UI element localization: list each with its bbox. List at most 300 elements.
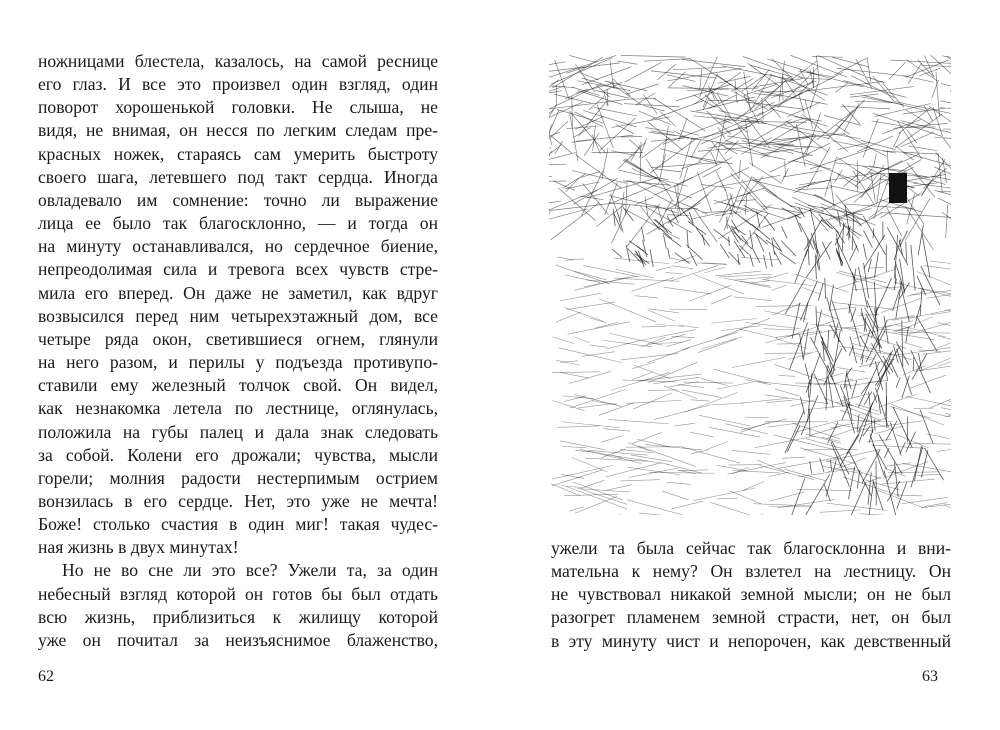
sketch-stroke [889,63,905,80]
sketch-stroke [668,248,670,258]
sketch-stroke [648,390,678,391]
sketch-stroke [830,460,831,470]
sketch-stroke [583,184,609,215]
sketch-stroke [595,90,629,98]
sketch-stroke [569,371,611,383]
sketch-stroke [900,442,906,454]
sketch-stroke [725,189,732,216]
sketch-stroke [606,463,662,477]
sketch-stroke [745,196,746,214]
sketch-stroke [601,449,625,458]
sketch-stroke [755,78,789,110]
sketch-stroke [694,274,744,294]
sketch-stroke [567,322,629,334]
sketch-stroke [717,94,731,118]
sketch-stroke [623,207,633,221]
text-line: поворот хорошенькой головки. Не слыша, не [38,97,438,118]
sketch-stroke [650,249,653,267]
sketch-stroke [560,293,601,300]
sketch-stroke [896,377,900,387]
text-line: небесный взгляд которой он готов бы был отдать [38,583,438,604]
sketch-stroke [552,337,574,344]
sketch-stroke [612,249,622,258]
sketch-stroke [552,401,584,411]
sketch-stroke [838,142,871,149]
sketch-stroke [612,205,630,243]
sketch-stroke [716,171,725,190]
sketch-stroke [549,151,552,170]
sketch-stroke [704,267,725,273]
sketch-stroke [626,84,658,94]
sketch-stroke [898,332,951,333]
sketch-stroke [668,68,742,81]
sketch-stroke [871,173,875,201]
sketch-stroke [575,155,621,189]
sketch-stroke [557,109,603,123]
sketch-stroke [902,497,948,503]
sketch-stroke [647,348,689,363]
sketch-stroke [930,261,951,265]
sketch-stroke [943,138,951,156]
sketch-stroke [943,56,951,66]
sketch-stroke [900,281,909,322]
sketch-stroke [689,251,697,266]
sketch-stroke [875,278,892,316]
sketch-stroke [906,242,907,262]
sketch-stroke [620,450,653,453]
sketch-stroke [590,345,607,347]
sketch-stroke [772,303,801,315]
sketch-stroke [884,448,889,458]
sketch-stroke [806,474,830,515]
text-line: за собой. Колени его дрожали; чувства, мысли [38,444,438,465]
sketch-stroke [649,472,714,473]
text-line: на минуту останавливался, но сердечное биение, [38,236,438,257]
text-line: на него разом, и перилы у подъезда противупо- [38,352,438,373]
sketch-stroke [556,312,582,322]
sketch-stroke [745,322,801,328]
sketch-stroke [850,336,857,363]
sketch-stroke [701,378,728,385]
sketch-stroke [741,257,778,259]
sketch-stroke [849,268,856,313]
sketch-stroke [815,256,816,280]
sketch-stroke [590,318,607,323]
sketch-stroke [857,414,859,432]
text-line: мила его вперед. Он даже не заметил, как вдруг [38,282,438,303]
sketch-stroke [728,465,761,466]
sketch-stroke [678,118,687,141]
sketch-stroke [748,63,779,86]
text-line: горели; молния радости нестерпимым острием [38,467,438,488]
sketch-stroke [706,111,731,134]
sketch-stroke [750,254,754,267]
sketch-stroke [583,265,641,277]
sketch-stroke [863,216,885,255]
sketch-stroke [626,98,655,99]
sketch-stroke [617,61,638,64]
sketch-stroke [887,227,908,265]
sketch-stroke [574,271,606,280]
sketch-stroke [842,222,844,251]
sketch-stroke [904,342,923,348]
sketch-stroke [948,401,951,412]
sketch-stroke [599,299,656,322]
sketch-stroke [643,105,665,111]
sketch-stroke [557,426,599,428]
sketch-stroke [552,466,613,480]
sketch-stroke [549,145,561,174]
sketch-stroke [628,467,680,474]
sketch-stroke [934,167,951,184]
sketch-stroke [866,320,887,362]
sketch-stroke [739,160,741,179]
sketch-stroke [864,392,872,405]
sketch-stroke [632,362,655,369]
sketch-stroke [781,241,796,256]
sketch-stroke [944,505,951,515]
sketch-stroke [848,304,860,347]
sketch-stroke [675,423,696,426]
sketch-stroke [575,116,604,129]
sketch-stroke [808,382,809,398]
sketch-stroke [701,337,742,350]
sketch-stroke [580,449,622,459]
sketch-stroke [637,374,702,381]
illustration-sketch [549,55,951,515]
sketch-stroke [682,390,721,397]
sketch-stroke [713,369,766,383]
sketch-stroke [832,57,868,66]
text-line: его глаз. И все это произвел один взгляд, один [38,74,438,95]
sketch-stroke [549,121,568,151]
sketch-stroke [818,214,830,228]
sketch-stroke [731,78,753,91]
sketch-stroke [777,499,834,507]
sketch-stroke [549,153,576,164]
sketch-stroke [875,308,881,354]
sketch-stroke [945,413,951,426]
sketch-stroke [938,198,951,210]
sketch-stroke [837,68,909,76]
sketch-stroke [887,208,902,237]
sketch-stroke [557,257,574,260]
sketch-stroke [616,124,634,133]
sketch-stroke [795,215,802,232]
sketch-stroke [750,230,753,247]
sketch-stroke [673,67,726,70]
sketch-stroke [809,210,828,231]
sketch-stroke [561,486,581,488]
sketch-stroke [875,426,903,434]
sketch-stroke [600,118,635,150]
sketch-stroke [839,271,886,283]
text-line: ужели та была сейчас так благосклонна и вни- [551,538,951,558]
text-line: в эту минуту чист и непорочен, как девственный [551,630,951,651]
sketch-stroke [905,198,930,241]
sketch-stroke [675,253,690,264]
sketch-stroke [756,234,764,251]
sketch-stroke [796,124,805,167]
sketch-stroke [908,308,951,318]
sketch-stroke [586,280,634,284]
sketch-stroke [752,224,770,239]
page-number-left: 62 [38,668,54,685]
sketch-stroke [732,357,785,367]
sketch-stroke [771,285,786,290]
sketch-stroke [910,375,946,388]
text-line: ставили ему железный толчок свой. Он видел, [38,375,438,396]
text-line: Боже! столько счастия в один миг! такая чудес- [38,514,438,535]
sketch-stroke [753,177,777,196]
sketch-stroke [896,495,922,496]
sketch-stroke [754,232,768,244]
sketch-stroke [852,381,857,398]
sketch-stroke [672,266,693,269]
sketch-stroke [733,231,752,249]
sketch-stroke [806,353,820,392]
sketch-stroke [686,245,702,260]
sketch-stroke [756,305,813,306]
sketch-stroke [665,273,682,274]
sketch-stroke [664,386,697,399]
sketch-stroke [935,137,951,140]
sketch-stroke [667,464,702,473]
sketch-stroke [856,356,872,360]
sketch-stroke [635,296,658,298]
sketch-stroke [651,100,704,119]
text-line: четыре ряда окон, светившиеся огнем, глянули [38,328,438,349]
sketch-stroke [716,318,770,338]
sketch-stroke [662,491,688,500]
sketch-stroke [858,267,867,308]
sketch-stroke [864,235,885,269]
sketch-stroke [766,400,792,402]
sketch-stroke [906,443,951,444]
sketch-stroke [785,279,805,314]
sketch-stroke [764,311,807,320]
sketch-stroke [778,457,839,468]
text-line: положила на губы палец и дала знак следовать [38,421,438,442]
sketch-stroke [883,84,904,108]
sketch-stroke [572,457,607,472]
text-line: всю жизнь, приблизиться к жилищу которой [38,606,438,627]
sketch-stroke [835,83,848,93]
sketch-stroke [595,322,618,328]
sketch-stroke [741,419,787,430]
sketch-stroke [902,321,903,368]
sketch-stroke [572,96,573,127]
sketch-stroke [790,479,805,515]
sketch-stroke [913,183,951,189]
sketch-stroke [879,395,915,407]
sketch-stroke [646,207,692,233]
sketch-stroke [824,115,861,125]
sketch-stroke [741,398,788,403]
sketch-stroke [905,60,948,78]
sketch-stroke [691,140,701,158]
sketch-stroke [785,161,786,176]
sketch-stroke [803,287,821,294]
sketch-stroke [809,408,810,436]
sketch-stroke [931,55,951,75]
sketch-stroke [552,372,600,373]
sketch-stroke [899,108,931,134]
text-line: красных ножек, стараясь сам умерить быстроту [38,143,438,164]
sketch-stroke [863,244,866,260]
left-page-text [38,50,438,652]
sketch-stroke [911,245,915,291]
sketch-stroke [861,97,903,105]
sketch-stroke [595,452,620,457]
sketch-stroke [762,214,800,228]
sketch-stroke [827,503,887,510]
sketch-stroke [711,318,757,323]
sketch-stroke [869,354,876,367]
sketch-stroke [850,245,858,260]
sketch-stroke [623,380,676,382]
sketch-stroke [721,326,760,331]
sketch-stroke [919,68,940,76]
sketch-stroke [621,55,686,57]
sketch-stroke [562,446,586,447]
sketch-stroke [808,405,852,410]
sketch-stroke [560,372,589,377]
sketch-stroke [700,69,702,90]
sketch-stroke [690,167,749,195]
sketch-stroke [735,80,737,103]
sketch-stroke [861,165,885,198]
sketch-stroke [795,249,808,283]
sketch-stroke [555,141,563,154]
sketch-stroke [816,306,817,326]
sketch-stroke [920,288,922,316]
sketch-stroke [765,273,788,280]
sketch-stroke [563,396,594,399]
sketch-stroke [732,211,751,226]
sketch-stroke [793,161,831,169]
sketch-stroke [782,457,805,458]
sketch-stroke [921,503,951,507]
sketch-stroke [831,442,850,487]
text-line: непреодолимая сила и тревога всех чувств стре- [38,259,438,280]
sketch-stroke [883,151,939,154]
sketch-stroke [575,337,589,342]
sketch-stroke [663,235,666,249]
sketch-stroke [891,404,944,425]
sketch-stroke [638,446,696,467]
sketch-stroke [800,281,817,320]
sketch-stroke [751,281,770,283]
sketch-stroke [717,498,738,499]
sketch-stroke [876,490,923,508]
sketch-stroke [717,465,747,470]
sketch-stroke [867,439,891,441]
sketch-stroke [913,357,914,371]
sketch-stroke [698,172,712,211]
text-line: разогрет пламенем земной страсти, нет, он был [551,607,951,628]
sketch-stroke [847,430,861,454]
sketch-stroke [861,140,895,149]
sketch-stroke [918,225,923,255]
right-page [500,0,1000,730]
sketch-stroke [576,135,633,141]
sketch-stroke [689,285,731,301]
sketch-stroke [764,255,767,268]
sketch-stroke [644,59,690,62]
sketch-stroke [743,481,765,490]
sketch-stroke [654,98,705,130]
text-line: уже он почитал за неизъяснимое блаженство, [38,629,438,650]
sketch-stroke [702,234,704,245]
sketch-stroke [549,212,551,231]
sketch-stroke [781,226,787,238]
sketch-stroke [893,345,898,363]
sketch-stroke [627,500,683,515]
sketch-stroke [917,474,940,475]
sketch-stroke [937,340,951,348]
sketch-stroke [549,91,562,94]
sketch-stroke [560,441,605,450]
sketch-stroke [682,447,740,463]
sketch-stroke [779,375,795,376]
sketch-stroke [642,326,666,327]
text-line: как незнакомка летела по лестнице, оглянулась, [38,398,438,419]
sketch-stroke [576,64,596,92]
sketch-stroke [601,436,623,442]
sketch-stroke [827,422,838,444]
sketch-stroke [864,230,873,247]
sketch-stroke [849,452,871,496]
sketch-stroke [582,490,627,505]
sketch-stroke [785,469,826,480]
sketch-stroke [580,480,604,488]
sketch-stroke [643,94,657,114]
sketch-stroke [866,314,882,349]
sketch-stroke [734,297,772,301]
sketch-stroke [551,484,580,496]
sketch-stroke [762,279,813,285]
sketch-stroke [597,105,613,148]
sketch-stroke [569,55,596,62]
sketch-stroke [940,101,951,107]
sketch-stroke [576,83,615,93]
text-line: видя, не внимая, он несся по легким следам пре- [38,120,438,141]
sketch-stroke [927,294,951,298]
sketch-stroke [732,450,770,454]
sketch-stroke [637,439,670,447]
text-line: ная жизнь в двух минутах! [38,537,239,558]
sketch-stroke [681,209,694,225]
sketch-stroke [806,241,832,277]
sketch-stroke [875,361,882,390]
sketch-stroke [757,135,815,146]
sketch-stroke [570,114,578,161]
sketch-stroke [550,99,626,108]
sketch-stroke [550,203,599,240]
sketch-stroke [863,119,878,158]
sketch-stroke [788,155,810,162]
text-line: вонзилась в его сердце. Нет, это уже не мечта! [38,490,438,511]
sketch-stroke [690,432,713,436]
sketch-stroke [721,102,775,124]
sketch-stroke [911,350,931,393]
sketch-stroke [671,501,703,509]
sketch-stroke [830,186,866,194]
sketch-stroke [829,285,833,310]
sketch-stroke [740,281,770,286]
sketch-stroke [902,463,951,474]
